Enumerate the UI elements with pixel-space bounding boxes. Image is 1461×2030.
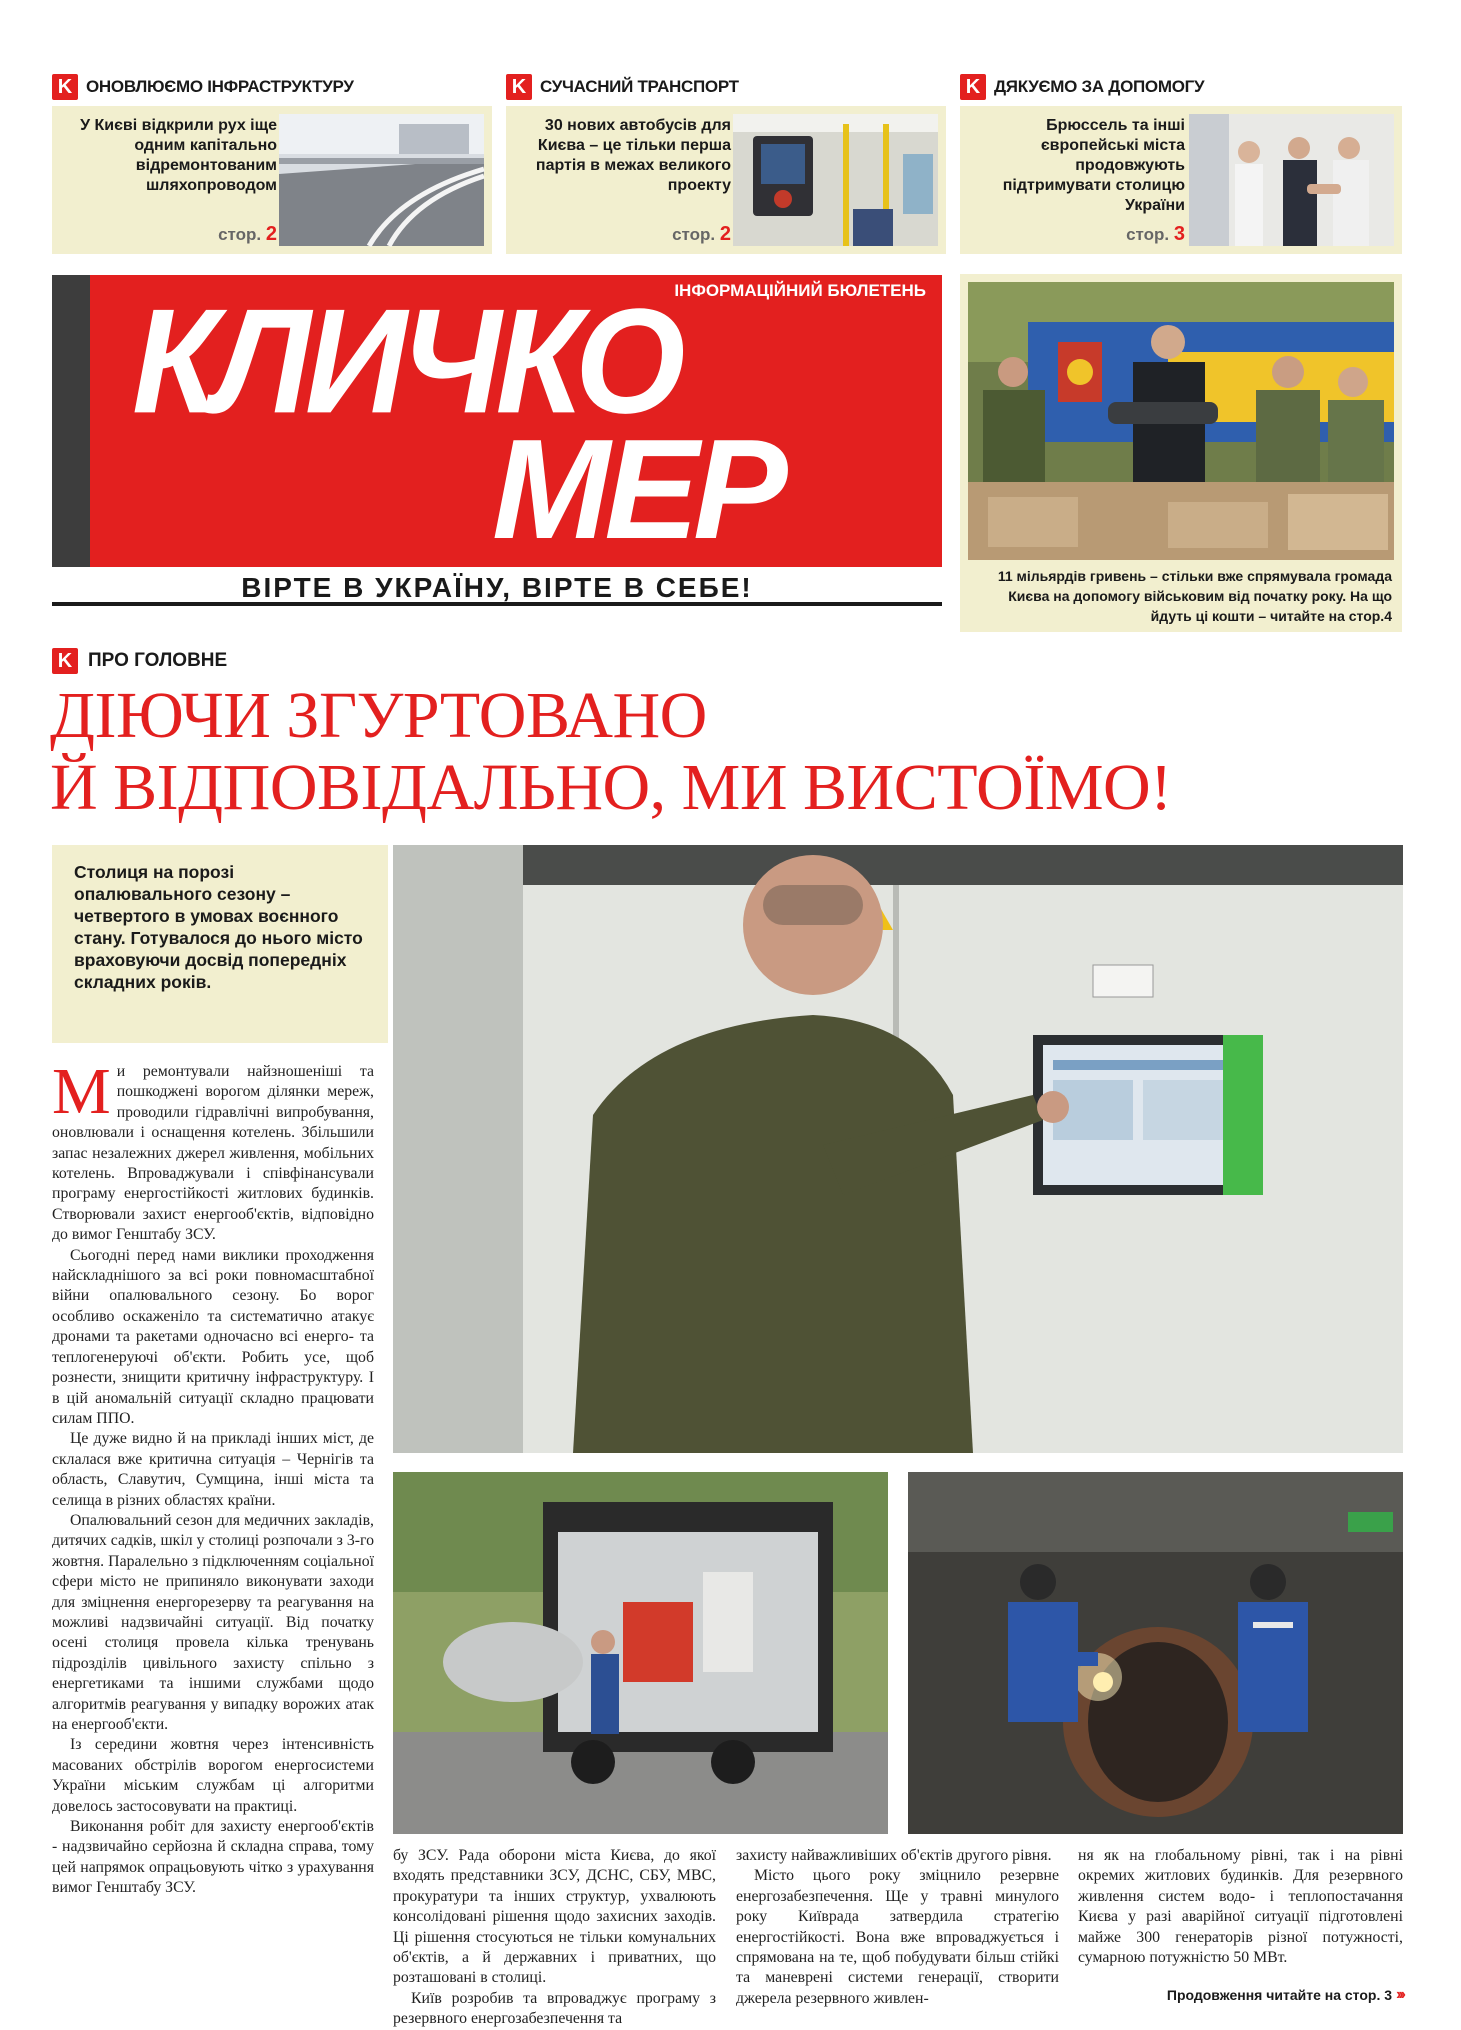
teaser-transport[interactable] [506,74,946,254]
paragraph: Із середини жовтня через інтенсивність масованих обстрілів ворогом енергосистеми України міським службам ці алгоритми довелось застосовувати на практиці. [52,1736,374,1815]
cover-story[interactable] [960,274,1402,632]
handshake-photo [1189,114,1394,246]
dropcap: М [52,1055,111,1128]
k-logo-icon: K [960,74,986,100]
paragraph: Місто цього року зміцнило резервне енергозабезпечення. Ще у травні минулого року Київрада затвердила стратегію енергостійкості. Вона вже впроваджується і спрямована на те, щоб побудувати більш стійкі та маневрені системи генерації, створити джерела резервного живлен- [736,1867,1059,2007]
paragraph: Виконання робіт для захисту енергооб'єктів - надзвичайно серйозна й складна справа, тому цей напрямок опрацьовують чітко з урахування вимог Генштабу ЗСУ. [52,1818,374,1897]
teaser-panel [506,106,946,254]
heating-control-panel-photo [393,845,1403,1453]
article-column-4 [1078,1846,1403,1968]
article-column-2 [393,1846,716,2030]
teaser-help[interactable] [960,74,1402,254]
continue-link[interactable] [1167,1986,1403,2004]
article-column-3 [736,1846,1059,2009]
continue-text: Продовження читайте на стор. 3 [1166,1987,1393,2003]
paragraph: Опалювальний сезон для медичних закладів, дитячих садків, шкіл у столиці розпочали з 3-го жовтня. Паралельно з підключенням соціальної сфери місто не припиняло виконувати заходи для зміцнення енергорезерву та реагування на можливі надзвичайні ситуації. Від початку осені столиця провела кілька тренувань підрозділів цивільного захисту спільно з енергетиками та іншими службами щодо алгоритмів реагування у випадку ворожих атак на енергооб'єкти. [52,1511,374,1733]
article-column-1 [52,1055,374,1899]
teaser-header [506,74,946,100]
k-logo-icon: K [52,648,78,674]
paragraph: Сьогодні перед нами виклики проходження найскладнішого за всі роки повномасштабної війни опалювального сезону. Бо ворог особливо оскаженіло та систематично атакує дронами та ракетами одночасно всі енерго- та теплогенеруючі об'єкти. Робить усе, щоб рознести, знищити критичну інфраструктуру. І в цій аномальній ситуації складно працювати силам ППО. [52,1246,374,1427]
paragraph: Це дуже видно й на прикладі інших міст, де склалася вже критична ситуація – Чернігів та область, Славутич, Сумщина, інші міста та селища в різних областях країни. [52,1430,374,1509]
masthead [52,275,942,567]
teaser-section-label: ДЯКУЄМО ЗА ДОПОМОГУ [994,77,1205,96]
article-lead: Столиця на порозі опалювального сезону – четвертого в умовах воєнного стану. Готувалося до нього місто враховуючи досвід попередніх складних років. [52,845,388,1043]
teaser-text: 30 нових автобусів для Києва – це тільки перша партія в межах великого проекту [535,117,731,194]
cover-caption: 11 мільярдів гривень – стільки вже спрямувала громада Києва на допомогу військовим від початку року. На що йдуть ці кошти – читайте на стор.4 [997,568,1392,624]
masthead-logo-line2: МЕР [492,410,782,569]
bus-interior-photo [733,114,938,246]
paragraph: бу ЗСУ. Рада оборони міста Києва, до якої входять представники ЗСУ, ДСНС, СБУ, МВС, прокуратури та інших структур, ухвалюють консолідовані рішення щодо захисних заходів. Ці рішення стосуються не тільки комунальних об'єктів, а й державних і приватних, що розташовані в столиці. [393,1847,716,1987]
paragraph: Ми ремонтували найзношеніші та пошкоджені ворогом ділянки мереж, проводили гідравлічні випробування, оновлювали і оснащення котелень. Збільшили запас незалежних джерел живлення, мобільних котелень. Впроваджували і співфінансували програму енергостійкості житлових будинків. Створювали захист енергооб'єктів, відповідно до вимог Генштабу ЗСУ. [52,1055,374,1244]
military-aid-photo [968,282,1394,560]
headline-line-1: ДІЮЧИ ЗГУРТОВАНО [50,679,707,752]
teaser-page-ref: стор. 3 [1126,223,1185,245]
article-section [52,648,227,674]
masthead-info: ІНФОРМАЦІЙНИЙ БЮЛЕТЕНЬ [674,281,926,300]
teaser-text: Брюссель та інші європейські міста продовжують підтримувати столицю України [1002,117,1185,214]
teaser-panel [960,106,1402,254]
teaser-header [960,74,1402,100]
masthead-slogan: ВІРТЕ В УКРАЇНУ, ВІРТЕ В СЕБЕ! [52,570,942,606]
chevron-right-icon: ››› [1396,1986,1403,2003]
paragraph: захисту найважливіших об'єктів другого рівня. [736,1847,1052,1864]
teaser-section-label: ОНОВЛЮЄМО ІНФРАСТРУКТУРУ [86,77,354,96]
article-headline [50,680,1410,824]
section-label: ПРО ГОЛОВНЕ [88,650,228,671]
k-logo-icon: K [52,74,78,100]
teaser-header [52,74,492,100]
teaser-text: У Києві відкрили рух іще одним капітально відремонтованим шляхопроводом [80,117,277,194]
masthead-bar [52,275,90,567]
paragraph: ня як на глобальному рівні, так і на рівні окремих житлових будинків. Для резервного живлення систем водо- і теплопостачання Києва у разі аварійної ситуації підготовлені майже 300 генераторів різної потужності, сумарною потужністю 50 МВт. [1078,1847,1403,1967]
teaser-page-ref: стор. 2 [218,223,277,245]
masthead-logo-line1: КЛИЧКО [132,278,680,445]
teaser-infrastructure[interactable] [52,74,492,254]
teaser-section-label: СУЧАСНИЙ ТРАНСПОРТ [540,77,739,96]
paragraph: Київ розробив та впроваджує програму з резервного енергозабезпечення та [393,1989,716,2028]
road-overpass-photo [279,114,484,246]
headline-line-2: Й ВІДПОВІДАЛЬНО, МИ ВИСТОЇМО! [50,751,1172,824]
teaser-panel [52,106,492,254]
teaser-page-ref: стор. 2 [672,223,731,245]
welding-photo [908,1472,1403,1834]
k-logo-icon: K [506,74,532,100]
mobile-boiler-photo [393,1472,888,1834]
